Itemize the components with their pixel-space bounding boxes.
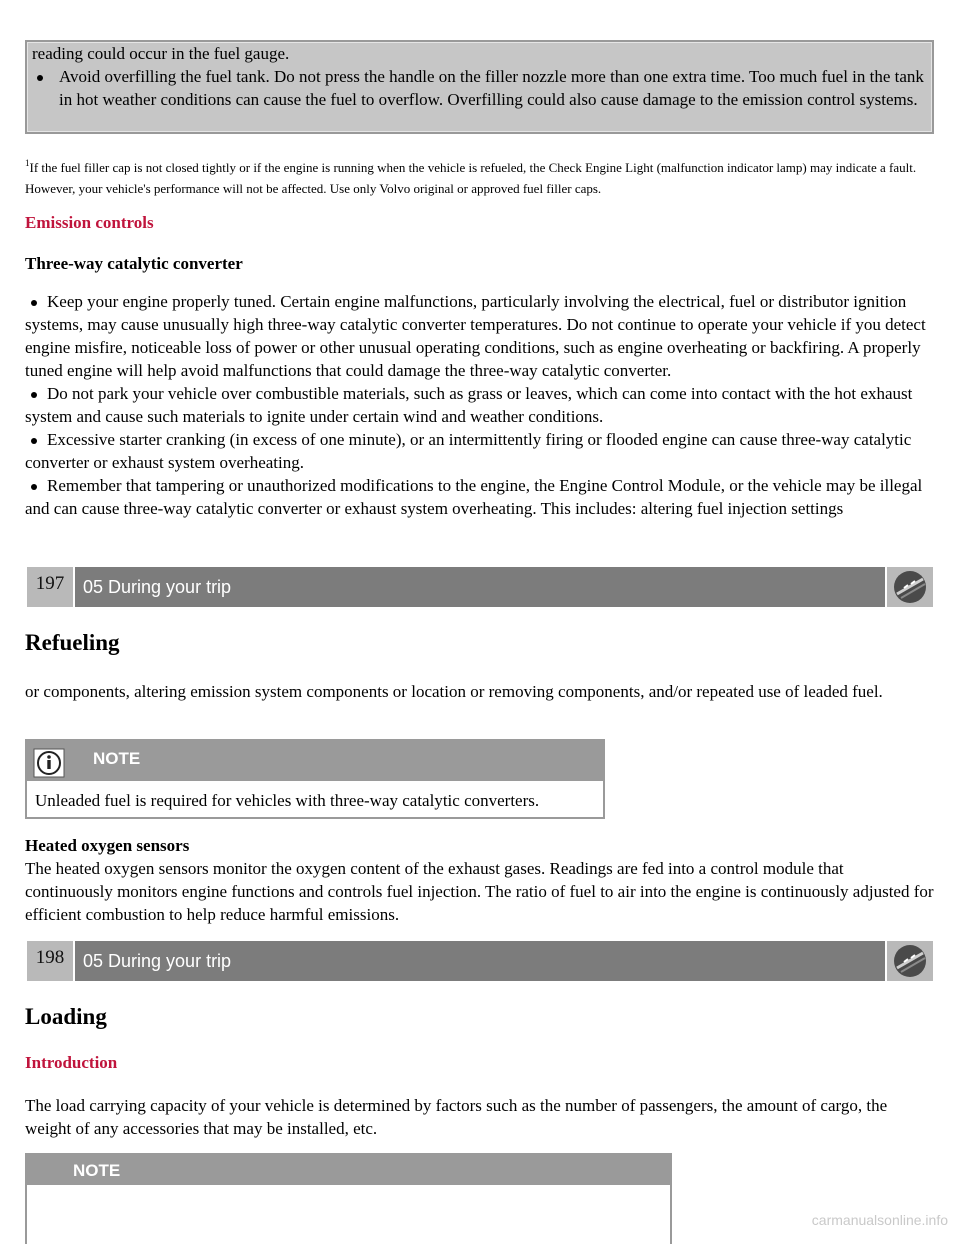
- note-header: [27, 741, 603, 781]
- note-label: NOTE: [93, 749, 141, 768]
- chapter-title: 05 During your trip: [75, 567, 885, 607]
- note-label: NOTE: [73, 1161, 121, 1180]
- emission-bullet-list: [25, 290, 937, 520]
- note-header: [27, 1155, 670, 1185]
- list-item-text: Do not park your vehicle over combustible materials, such as grass or leaves, which can come into contact with the hot exhaust system and cause such materials to ignite under certain wind and weather conditions.: [25, 384, 913, 426]
- footnote-text: If the fuel filler cap is not closed tightly or if the engine is running when the vehicle is refueled, the Check Engine Light (malfunction indicator lamp) may indicate a fault. However, your vehicle's performance will not be affected. Use only Volvo original or approved fuel filler caps.: [25, 160, 917, 196]
- refueling-paragraph: or components, altering emission system components or location or removing components, and/or repeated use of leaded fuel.: [25, 682, 883, 701]
- note-box: [25, 1153, 672, 1244]
- loading-paragraph: The load carrying capacity of your vehicle is determined by factors such as the number of passengers, the amount of cargo, the weight of any accessories that may be installed, etc.: [25, 1096, 888, 1138]
- note-box: [25, 739, 605, 819]
- page-number: 198: [27, 941, 73, 981]
- oxygen-sensors-heading: Heated oxygen sensors: [25, 836, 190, 855]
- bullet-dot: [31, 438, 37, 444]
- list-item: [25, 382, 937, 428]
- watermark: carmanualsonline.info: [811, 1212, 948, 1228]
- loading-heading: Loading: [25, 1004, 107, 1029]
- chapter-bar: [27, 567, 933, 607]
- list-item: [25, 474, 937, 520]
- note-text: Unleaded fuel is required for vehicles with three-way catalytic converters.: [35, 791, 540, 810]
- refueling-heading: Refueling: [25, 630, 120, 655]
- chapter-title: 05 During your trip: [75, 941, 885, 981]
- bullet-dot: [31, 300, 37, 306]
- chapter-bar: [27, 941, 933, 981]
- road-icon: [887, 941, 933, 981]
- footnote: [25, 153, 935, 199]
- catalytic-subheading: Three-way catalytic converter: [25, 254, 243, 273]
- list-item: [25, 290, 937, 382]
- bullet-dot: [31, 484, 37, 490]
- emission-heading: Emission controls: [25, 213, 154, 232]
- page-number: 197: [27, 567, 73, 607]
- warning-bullet: Avoid overfilling the fuel tank. Do not press the handle on the filler nozzle more than one extra time. Too much fuel in the tank in hot weather conditions can cause the fuel to overflow. Overfilling could also cause damage to the emission control systems.: [32, 65, 927, 111]
- introduction-heading: Introduction: [25, 1053, 118, 1072]
- warning-box: [25, 40, 934, 134]
- list-item-text: Keep your engine properly tuned. Certain engine malfunctions, particularly involving the electrical, fuel or distributor ignition systems, may cause unusually high three-way catalytic converter temperatures. Do not continue to operate your vehicle if you detect engine misfire, noticeable loss of power or other unusual operating conditions, such as engine overheating or backfiring. A properly tuned engine will help avoid malfunctions that could damage the three-way catalytic converter.: [25, 292, 926, 380]
- list-item: [25, 428, 937, 474]
- oxygen-sensors-text: The heated oxygen sensors monitor the oxygen content of the exhaust gases. Readings are fed into a control module that continuously monitors engine functions and controls fuel injection. The ratio of fuel to air into the engine is continuously adjusted for efficient combustion to help reduce harmful emissions.: [25, 859, 934, 924]
- list-item-text: Excessive starter cranking (in excess of one minute), or an intermittently firing or flooded engine can cause three-way catalytic converter or exhaust system overheating.: [25, 430, 912, 472]
- info-icon: [33, 748, 65, 778]
- warning-continued-text: reading could occur in the fuel gauge.: [32, 44, 290, 63]
- road-icon: [887, 567, 933, 607]
- footnote-marker: 1: [25, 158, 30, 168]
- list-item-text: Remember that tampering or unauthorized modifications to the engine, the Engine Control Module, or the vehicle may be illegal and can cause three-way catalytic converter or exhaust system overheating. This includes: altering fuel injection settings: [25, 476, 923, 518]
- bullet-dot: [31, 392, 37, 398]
